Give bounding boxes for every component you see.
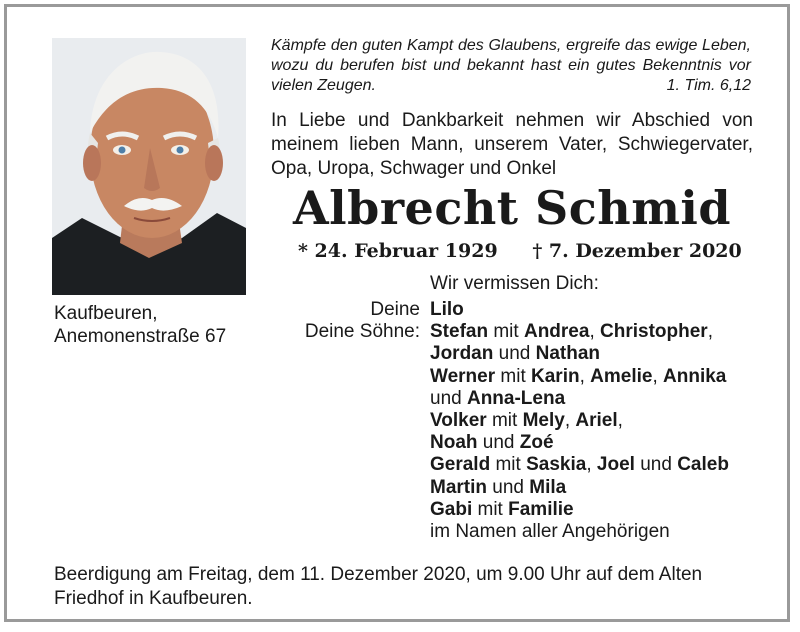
connector-text: ,	[589, 321, 600, 343]
verse-text: Kämpfe den guten Kampt des Glaubens, ergreife das ewige Leben, wozu du berufen bist und bekannt hast ein gutes Bekenntnis vor vielen Zeugen.	[271, 37, 751, 94]
address-caption	[54, 302, 226, 348]
mourner-name: Joel	[596, 454, 635, 476]
mourner-line	[430, 388, 729, 410]
mourner-name: Saskia	[526, 454, 587, 476]
mourner-name: Nathan	[535, 343, 601, 365]
mourner-name: Mely	[522, 410, 565, 432]
mourner-name: Gerald	[430, 454, 491, 476]
connector-text: und	[477, 432, 520, 454]
mourner-line	[430, 477, 729, 499]
mourners-list	[430, 299, 729, 543]
mourner-name: Caleb	[677, 454, 729, 476]
connector-text: ,	[564, 410, 576, 432]
mourner-line	[430, 343, 729, 365]
mourner-name: Karin	[531, 365, 580, 387]
label-wife: Deine	[370, 299, 420, 320]
portrait-photo	[52, 38, 246, 295]
mourner-name: Mila	[529, 476, 567, 498]
connector-text: mit	[472, 498, 509, 520]
address-street: Anemonenstraße 67	[54, 326, 227, 347]
mourner-name: Stefan	[430, 321, 489, 343]
mourner-line	[430, 432, 729, 454]
deceased-name: Albrecht Schmid	[292, 181, 732, 235]
intro-text: In Liebe und Dankbarkeit nehmen wir Abschied von meinem lieben Mann, unserem Vater, Schwiegervater, Opa, Uropa, Schwager und Onkel	[271, 110, 753, 179]
wife-name: Lilo	[430, 299, 464, 320]
mourner-name: Christopher	[600, 321, 708, 343]
mourner-line	[430, 499, 729, 521]
connector-text: ,	[586, 454, 597, 476]
connector-text: mit	[486, 410, 523, 432]
connector-text: mit	[488, 321, 524, 343]
label-sons: Deine Söhne:	[304, 321, 420, 342]
mourner-name: Amelie	[590, 365, 653, 387]
connector-text: und	[487, 476, 530, 498]
mourner-name: Volker	[430, 410, 487, 432]
connector-text: ,	[617, 410, 623, 432]
bible-verse	[271, 36, 751, 96]
mourner-name: Annika	[663, 365, 727, 387]
connector-text: mit	[495, 365, 532, 387]
relation-labels	[305, 299, 420, 343]
mourner-name: Familie	[508, 498, 574, 520]
mourner-name: Ariel	[575, 410, 618, 432]
verse-reference: 1. Tim. 6,12	[666, 77, 751, 94]
mourners-heading: Wir vermissen Dich:	[430, 273, 599, 294]
connector-text: im Namen aller Angehörigen	[430, 521, 670, 543]
mourner-line	[430, 410, 729, 432]
life-dates	[298, 240, 742, 262]
connector-text: mit	[490, 454, 527, 476]
connector-text: und	[493, 343, 536, 365]
mourner-name: Jordan	[430, 343, 494, 365]
mourner-line	[430, 366, 729, 388]
connector-text: ,	[579, 365, 591, 387]
mourner-name: Zoé	[519, 432, 554, 454]
connector-text: und	[430, 387, 467, 409]
address-city: Kaufbeuren,	[54, 303, 158, 324]
death-date: † 7. Dezember 2020	[532, 240, 742, 262]
mourner-line	[430, 454, 729, 476]
mourner-line	[430, 521, 729, 543]
birth-date: * 24. Februar 1929	[298, 240, 498, 262]
connector-text: ,	[652, 365, 664, 387]
connector-text: und	[634, 454, 678, 476]
mourner-name: Andrea	[523, 321, 590, 343]
mourner-name: Werner	[430, 365, 496, 387]
connector-text: ,	[707, 321, 713, 343]
burial-info: Beerdigung am Freitag, dem 11. Dezember 2020, um 9.00 Uhr auf dem Alten Friedhof in Kaufbeuren.	[54, 564, 703, 609]
mourner-line	[430, 321, 729, 343]
mourner-name: Martin	[430, 476, 487, 498]
mourner-name: Gabi	[430, 498, 473, 520]
mourner-name: Anna-Lena	[466, 387, 566, 409]
mourner-name: Noah	[430, 432, 478, 454]
